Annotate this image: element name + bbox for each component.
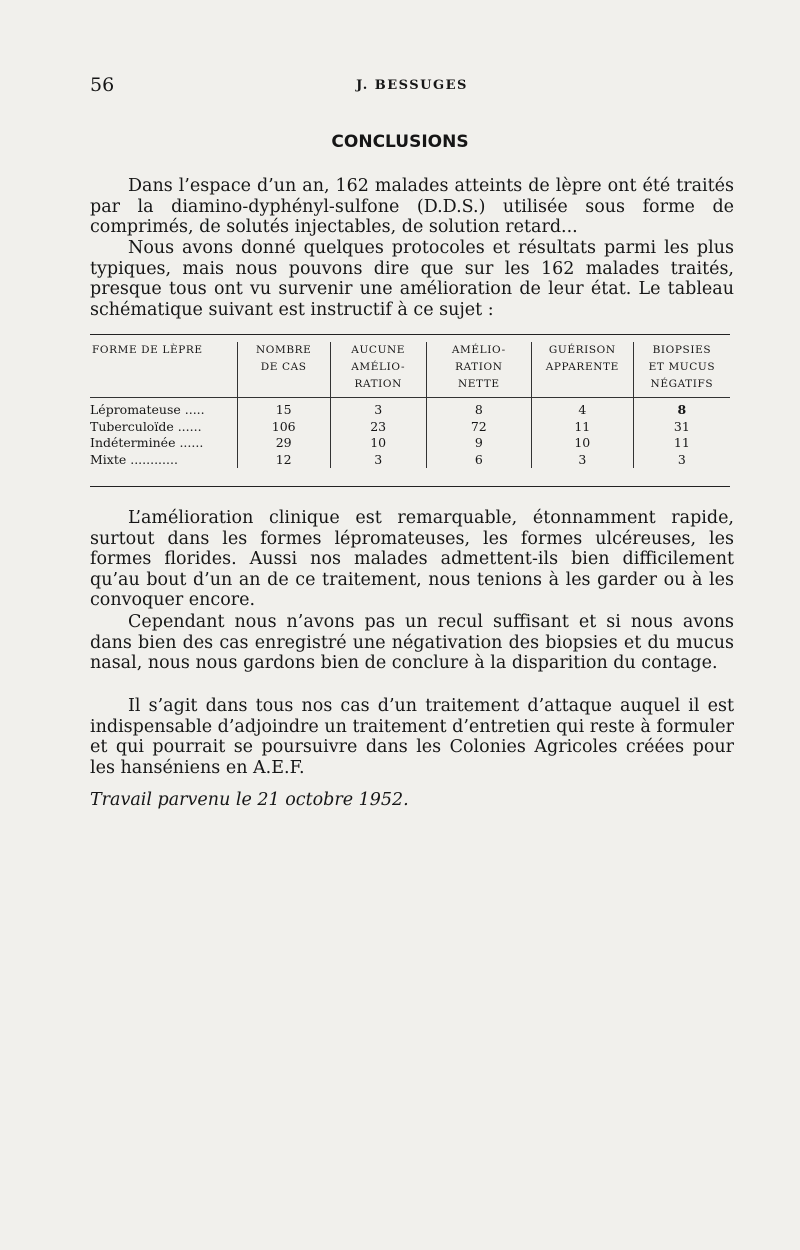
cell-value: 8 <box>426 398 531 419</box>
header-line: BIOPSIES <box>652 344 712 356</box>
paragraph-1: Dans l’espace d’un an, 162 malades atteints de lèpre ont été traités par la diamino-dyphényl-sulfone (D.D.S.) utilisée sous forme de comprimés, de solutés injectables, de solution retard... <box>90 176 734 237</box>
cell-value: 11 <box>633 435 730 452</box>
cell-value: 8 <box>633 398 730 419</box>
paragraph-4: Cependant nous n’avons pas un recul suffisant et si nous avons dans bien des cas enregistré une négativation des biopsies et du mucus nasal, nous nous gardons bien de conclure à la disparition du contage. <box>90 612 734 673</box>
cell-value: 10 <box>330 435 426 452</box>
cell-value: 3 <box>531 452 633 469</box>
table-bottom-rule <box>90 486 730 487</box>
header-line: ET MUCUS <box>648 361 716 373</box>
header-guerison <box>531 342 633 398</box>
header-amelioration <box>426 342 531 398</box>
cell-value: 11 <box>531 419 633 436</box>
table-top-rule <box>90 334 730 335</box>
table-header-row <box>90 342 730 398</box>
page-header <box>90 74 734 98</box>
header-aucune <box>330 342 426 398</box>
cell-value: 72 <box>426 419 531 436</box>
paragraph-5: Il s’agit dans tous nos cas d’un traitement d’attaque auquel il est indispensable d’adjoindre un traitement d’entretien qui reste à formuler et qui pourrait se poursuivre dans les Colonies Agricoles créées pour les hanséniens en A.E.F. <box>90 696 734 778</box>
paragraph-3: L’amélioration clinique est remarquable, étonnamment rapide, surtout dans les formes lépromateuses, les formes ulcéreuses, les formes florides. Aussi nos malades admettent-ils bien difficilement qu’au bout d’un an de ce traitement, nous tenions à les garder ou à les convoquer encore. <box>90 508 734 610</box>
cell-value: 6 <box>426 452 531 469</box>
row-label: Mixte ............ <box>90 451 178 467</box>
results-grid <box>90 342 730 468</box>
header-line: NOMBRE <box>255 344 312 356</box>
received-date: Travail parvenu le 21 octobre 1952. <box>90 790 409 810</box>
header-line: NETTE <box>457 378 500 390</box>
cell-value: 3 <box>330 452 426 469</box>
header-line: DE CAS <box>260 361 307 373</box>
header-line: AUCUNE <box>351 344 406 356</box>
header-nombre <box>237 342 330 398</box>
cell-value: 106 <box>237 419 330 436</box>
header-line: FORME DE LÈPRE <box>92 344 203 356</box>
cell-value: 15 <box>237 398 330 419</box>
row-label: Lépromateuse ..... <box>90 402 205 417</box>
cell-value: 23 <box>330 419 426 436</box>
cell-value: 9 <box>426 435 531 452</box>
header-line: GUÉRISON <box>548 344 616 356</box>
header-line: RATION <box>354 378 402 390</box>
results-table <box>90 334 730 488</box>
running-head: J. BESSUGES <box>356 78 468 93</box>
header-biopsies <box>633 342 730 398</box>
header-line: AMÉLIO- <box>451 344 506 356</box>
cell-value: 4 <box>531 398 633 419</box>
table-row <box>90 398 730 419</box>
paragraph-2: Nous avons donné quelques protocoles et résultats parmi les plus typiques, mais nous pouvons dire que sur les 162 malades traités, presque tous ont vu survenir une amélioration de leur état. Le tableau schématique suivant est instructif à ce sujet : <box>90 238 734 320</box>
header-line: APPARENTE <box>545 361 619 373</box>
cell-value: 3 <box>330 398 426 419</box>
header-line: RATION <box>455 361 503 373</box>
table-row <box>90 435 730 452</box>
cell-value: 31 <box>633 419 730 436</box>
header-line: NÉGATIFS <box>650 378 714 390</box>
cell-value: 12 <box>237 452 330 469</box>
cell-value: 3 <box>633 452 730 469</box>
cell-value: 29 <box>237 435 330 452</box>
table-row <box>90 452 730 469</box>
page-number: 56 <box>90 74 115 96</box>
row-label: Indéterminée ...... <box>90 435 204 450</box>
header-line: AMÉLIO- <box>351 361 406 373</box>
header-forme <box>90 342 237 398</box>
row-label: Tuberculoïde ...... <box>90 418 202 434</box>
table-row <box>90 419 730 436</box>
section-title: CONCLUSIONS <box>331 132 469 152</box>
cell-value: 10 <box>531 435 633 452</box>
